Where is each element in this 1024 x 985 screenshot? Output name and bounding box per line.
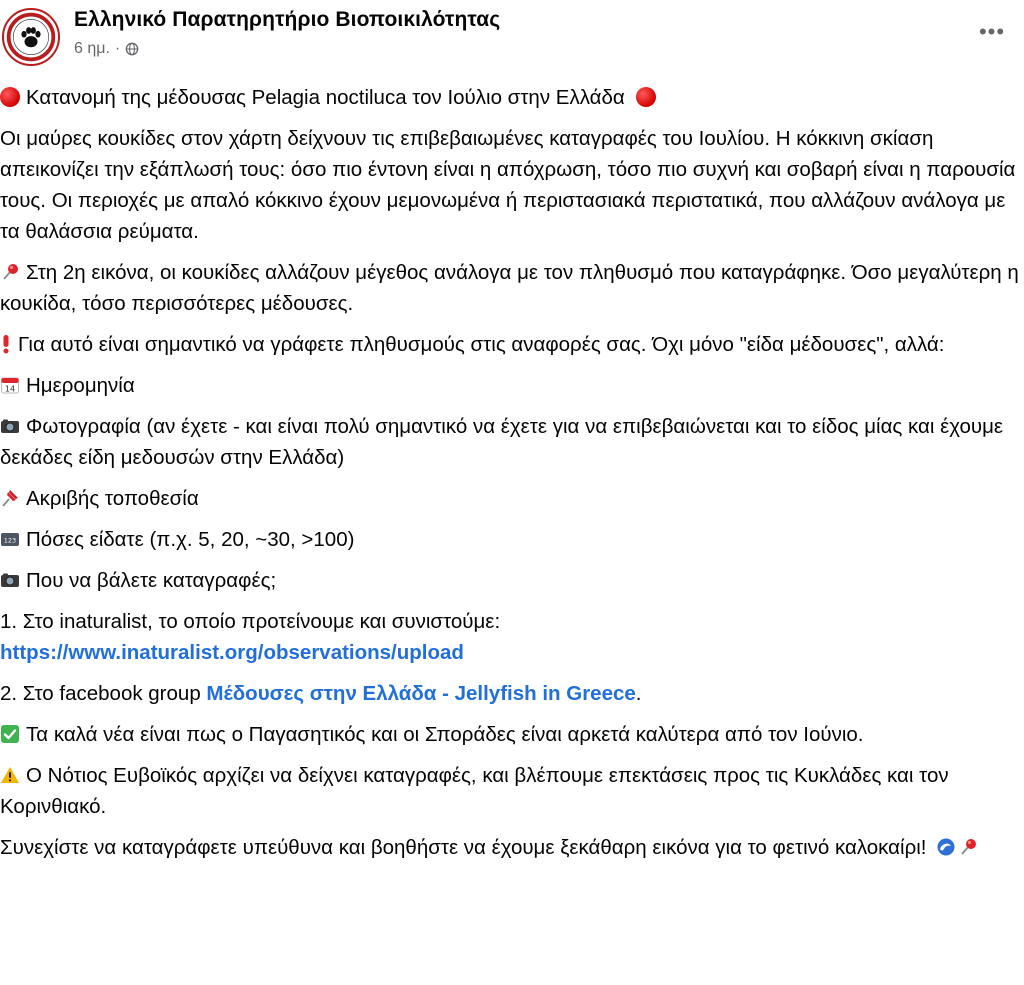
meta-separator: · [114,40,121,57]
paragraph-2-line [0,257,1024,319]
globe-icon [125,42,139,56]
post-header [0,0,1024,78]
paragraph-7-line [0,524,1024,555]
inaturalist-upload-link[interactable]: https://www.inaturalist.org/observations/upload [0,641,464,664]
paragraph-11-line [0,719,1024,750]
paragraph-10 [0,678,1024,709]
facebook-group-link[interactable]: Μέδουσες στην Ελλάδα - Jellyfish in Greece [206,682,636,705]
paw-logo-icon [4,10,58,64]
round-pin-icon [958,837,978,857]
paragraph-4-line [0,370,1024,401]
post-title: Κατανομή της μέδουσας Pelagia noctiluca τον Ιούλιο στην Ελλάδα [26,86,625,109]
paragraph-3-line [0,329,1024,360]
wave-icon [936,837,956,857]
camera-icon [0,570,20,590]
paragraph-2: Στη 2η εικόνα, οι κουκίδες αλλάζουν μέγεθος ανάλογα με τον πληθυσμό που καταγράφηκε. Όσο μεγαλύτερη η κουκίδα, τόσο περισσότερες μέδουσες. [0,261,1019,315]
paragraph-6: Ακριβής τοποθεσία [26,487,199,510]
svg-text:123: 123 [3,536,17,545]
paragraph-1: Οι μαύρες κουκίδες στον χάρτη δείχνουν τις επιβεβαιωμένες καταγραφές του Ιουλίου. Η κόκκινη σκίαση απεικονίζει την εξάπλωσή τους: όσο πιο έντονη είναι η απόχρωση, τόσο πιο συχνή και σοβαρή είναι η παρουσία τους. Οι περιοχές με απαλό κόκκινο έχουν μεμονωμένα ή περιστασιακά περιστατικά, που αλλάζουν ανάλογα με τα θαλάσσια ρεύματα. [0,127,1016,243]
paragraph-5: Φωτογραφία (αν έχετε - και είναι πολύ σημαντικό να έχετε για να επιβεβαιώνεται και το είδος μίας και έχουμε δεκάδες είδη μεδουσών στην Ελλάδα) [0,415,1004,469]
paragraph-4: Ημερομηνία [26,374,135,397]
more-options-button[interactable]: ••• [978,19,1006,44]
red-circle-icon [0,87,20,107]
warning-icon [0,765,20,785]
numbers-icon [0,529,20,549]
paragraph-5-line [0,411,1024,473]
paragraph-12-line [0,760,1024,822]
pushpin-icon [0,488,20,508]
paragraph-13: Συνεχίστε να καταγράφετε υπεύθυνα και βοηθήστε να έχουμε ξεκάθαρη εικόνα για το φετινό καλοκαίρι! [0,836,927,859]
paragraph-12: Ο Νότιος Ευβοϊκός αρχίζει να δείχνει καταγραφές, και βλέπουμε επεκτάσεις προς τις Κυκλάδες και τον Κορινθιακό. [0,764,949,818]
check-mark-icon [0,724,20,744]
post-body [0,82,1024,873]
red-circle-icon [636,87,656,107]
paragraph-9-text: 1. Στο inaturalist, το οποίο προτείνουμε και συνιστούμε: [0,610,501,633]
paragraph-13-line [0,832,1024,863]
paragraph-10-end: . [635,682,642,705]
calendar-icon [0,375,20,395]
camera-icon [0,416,20,436]
paragraph-9 [0,606,1024,668]
svg-text:14: 14 [4,384,16,394]
paragraph-3: Για αυτό είναι σημαντικό να γράφετε πληθυσμούς στις αναφορές σας. Όχι μόνο "είδα μέδουσες", αλλά: [18,333,945,356]
page-avatar[interactable] [2,8,60,66]
paragraph-8: Που να βάλετε καταγραφές; [26,569,277,592]
paragraph-11: Τα καλά νέα είναι πως ο Παγασητικός και οι Σποράδες είναι αρκετά καλύτερα από τον Ιούνιο. [26,723,864,746]
post-meta [74,40,139,58]
paragraph-10-text: 2. Στο facebook group [0,682,207,705]
round-pin-icon [0,262,20,282]
paragraph-6-line [0,483,1024,514]
post-title-line [0,82,1024,113]
paragraph-8-line [0,565,1024,596]
post-time[interactable]: 6 ημ. [74,40,110,57]
paragraph-7: Πόσες είδατε (π.χ. 5, 20, ~30, >100) [26,528,355,551]
exclamation-icon [0,334,12,354]
page-name[interactable]: Ελληνικό Παρατηρητήριο Βιοποικιλότητας [74,8,501,31]
